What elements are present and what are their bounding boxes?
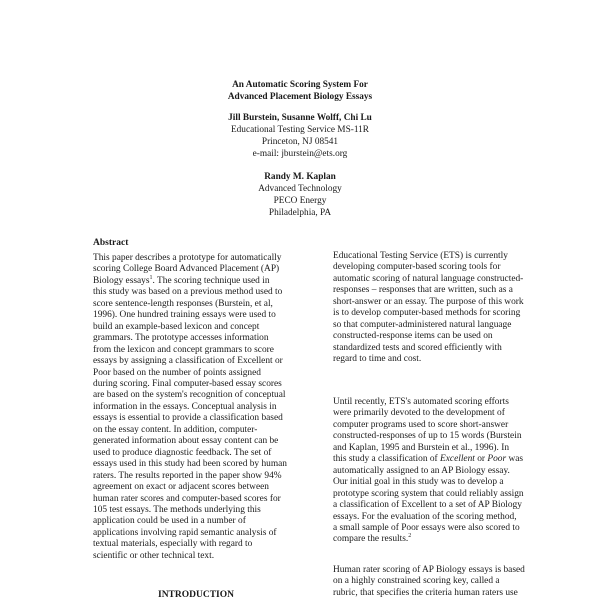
- abstract-line: generated information about essay content can be: [93, 436, 279, 447]
- abstract-line: This paper describes a prototype for automatically: [93, 253, 282, 263]
- body-line: Educational Testing Service (ETS) is currently: [333, 251, 508, 261]
- body-line: constructed-responses of up to 15 words (Burstein: [333, 431, 522, 442]
- affiliation-2-line-2: PECO Energy: [273, 196, 327, 206]
- paper-title-line-2: Advanced Placement Biology Essays: [227, 92, 373, 102]
- body-line: on a highly constrained scoring key, called a: [333, 576, 500, 587]
- abstract-line: textual materials, especially with regard to: [93, 539, 253, 550]
- abstract-line: information in the essays. Conceptual analysis in: [93, 401, 277, 412]
- affiliation-2-line-1: Advanced Technology: [258, 184, 342, 194]
- body-line: prototype scoring system that could reliably assign: [333, 488, 524, 499]
- body-line: Until recently, ETS's automated scoring efforts: [333, 397, 509, 407]
- abstract-line: 1996). One hundred training essays were used to: [93, 310, 276, 321]
- abstract-line: raters. The results reported in the paper show 94%: [93, 470, 282, 481]
- abstract-line: scientific or other technical text.: [93, 550, 215, 561]
- body-line: Our initial goal in this study was to develop a: [333, 477, 504, 488]
- footnote-mark: 1: [149, 274, 153, 281]
- body-line: so that computer-administered natural language: [333, 319, 512, 330]
- body-line: this study a classification of Excellent or Poor was: [333, 454, 524, 465]
- body-line: essays. For the evaluation of the scoring method,: [333, 511, 517, 522]
- abstract-line: essays is essential to provide a classification based: [93, 413, 283, 424]
- abstract-line: build an example-based lexicon and concept: [93, 321, 260, 332]
- abstract-line: Biology essays$^1$. The scoring technique used in: [93, 274, 270, 286]
- abstract-line: score sentence-length responses (Burstein, et al,: [93, 298, 273, 309]
- footnote-mark: 2: [408, 533, 412, 540]
- paper-title-line-1: An Automatic Scoring System For: [232, 80, 368, 90]
- abstract-line: Poor based on the number of points assigned: [93, 367, 261, 378]
- affiliation-1-email: e-mail: jburstein@ets.org: [252, 149, 348, 159]
- body-line: standardized tests and scored efficiently with: [333, 342, 502, 353]
- body-line: computer programs used to score short-answer: [333, 419, 509, 430]
- body-line: rubric, that specifies the criteria human raters use: [333, 587, 518, 598]
- abstract-line: during scoring. Final computer-based essay scores: [93, 378, 282, 389]
- affiliation-1-line-2: Princeton, NJ 08541: [261, 137, 339, 147]
- abstract-body: [93, 253, 311, 562]
- abstract-line: from the lexicon and concept grammars to score: [93, 344, 274, 355]
- abstract-line: used to produce diagnostic feedback. The set of: [93, 447, 272, 458]
- abstract-line: essays used in this study had been scored by human: [93, 459, 287, 470]
- body-line: Human rater scoring of AP Biology essays is based: [333, 565, 525, 575]
- body-line: constructed-response items can be used on: [333, 331, 493, 342]
- abstract-line: are based on the system's recognition of conceptual: [93, 390, 286, 401]
- abstract-line: scoring College Board Advanced Placement (AP): [93, 264, 280, 275]
- author-2: Randy M. Kaplan: [264, 172, 336, 182]
- author-list-1: Jill Burstein, Susanne Wolff, Chi Lu: [228, 113, 372, 123]
- intro-paragraph-3: [333, 565, 551, 599]
- body-line: short-answer or an essay. The purpose of this work: [333, 296, 524, 307]
- body-line: a classification of Excellent to a set of AP Biology: [333, 500, 522, 511]
- intro-paragraph-1: [333, 251, 551, 366]
- abstract-line: this study was based on a previous method used to: [93, 287, 283, 298]
- body-line: automatically assigned to an AP Biology essay.: [333, 465, 510, 476]
- abstract-line: grammars. The prototype accesses information: [93, 333, 269, 344]
- introduction-heading: INTRODUCTION: [158, 590, 235, 600]
- abstract-line: 105 test essays. The methods underlying this: [93, 504, 261, 515]
- abstract-line: on the essay content. In addition, computer-: [93, 424, 258, 435]
- abstract-line: essays by assigning a classification of Excellent or: [93, 356, 283, 367]
- body-line: automatic scoring of natural language constructed-: [333, 273, 524, 284]
- body-line: regard to time and cost.: [333, 354, 422, 365]
- body-line: and Kaplan, 1995 and Burstein et al., 1996). In: [333, 442, 510, 453]
- body-line: responses – responses that are written, such as a: [333, 285, 513, 296]
- body-line: developing computer-based scoring tools for: [333, 262, 501, 273]
- body-line: were primarily devoted to the development of: [333, 408, 505, 419]
- body-line: is to develop computer-based methods for scoring: [333, 308, 521, 319]
- body-line: compare the results.$^2$: [333, 533, 412, 545]
- affiliation-1-line-1: Educational Testing Service MS-11R: [230, 125, 369, 135]
- abstract-heading: Abstract: [93, 238, 129, 248]
- abstract-line: applications involving rapid semantic analysis of: [93, 527, 277, 538]
- affiliation-2-line-3: Philadelphia, PA: [268, 208, 332, 218]
- body-line: a small sample of Poor essays were also scored to: [333, 522, 520, 533]
- abstract-line: human rater scores and computer-based scores for: [93, 493, 281, 504]
- abstract-line: application could be used in a number of: [93, 516, 246, 527]
- abstract-line: agreement on exact or adjacent scores between: [93, 482, 269, 493]
- intro-paragraph-2: [333, 397, 551, 546]
